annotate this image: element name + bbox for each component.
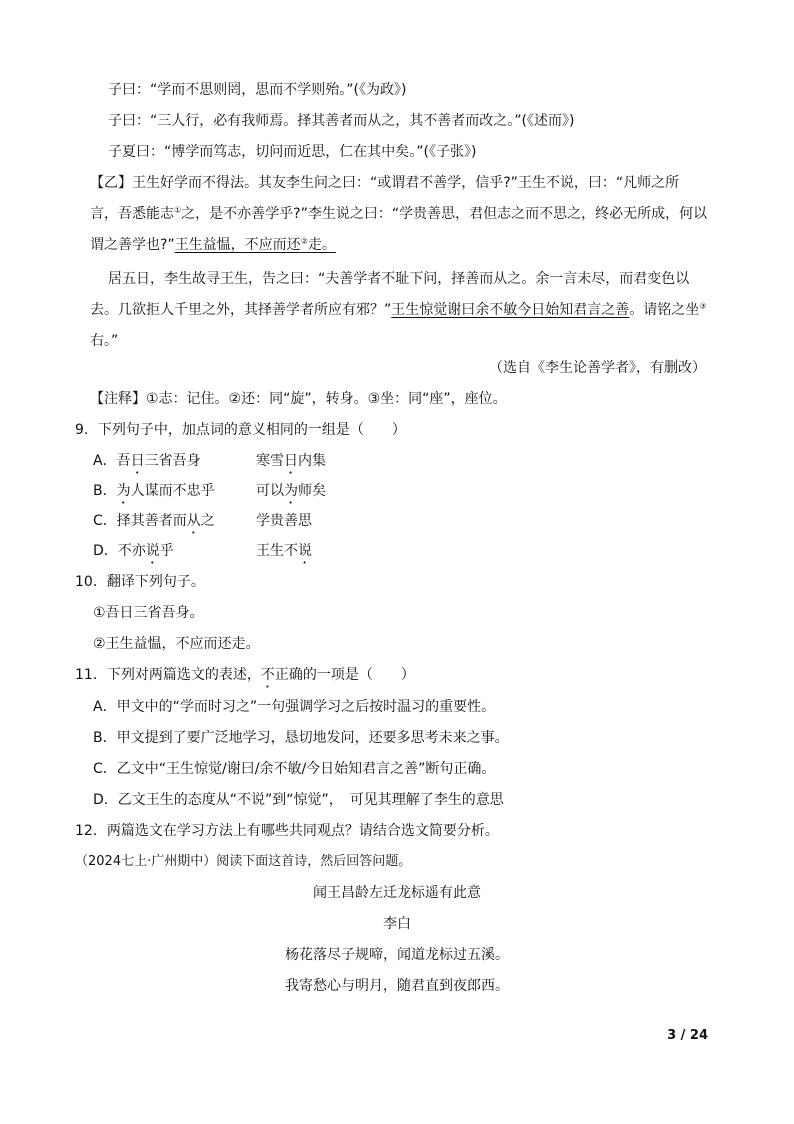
question-9-stem: 9．下列句子中，加点词的意义相同的一组是（ ） bbox=[75, 422, 406, 438]
yi-para2-line3: 右。” bbox=[90, 333, 119, 349]
underlined-sentence-1: 王生益愠，不应而还②走。 bbox=[174, 236, 336, 253]
yi-para1-line2: 言，吾悉能志①之，是不亦善学乎?”李生说之曰：“学贵善思，君但志之而不思之，终必无所成，何以 bbox=[90, 205, 708, 222]
poem-author: 李白 bbox=[383, 916, 411, 932]
jia-line-2: 子曰：“三人行，必有我师焉。择其善者而从之，其不善者而改之。”(《述而》) bbox=[108, 113, 575, 129]
q9-option-d: D．不亦说乎 bbox=[93, 543, 174, 559]
q11-option-a: A．甲文中的“学而时习之”一句强调学习之后按时温习的重要性。 bbox=[93, 699, 496, 715]
q10-item-2: ②王生益愠，不应而还走。 bbox=[93, 636, 260, 652]
q11-option-d: D．乙文王生的态度从“不说”到“惊觉”， 可见其理解了李生的意思 bbox=[93, 792, 504, 808]
annotation-notes: 【注释】①志：记住。②还：同“旋”，转身。③坐：同“座”，座位。 bbox=[90, 391, 507, 407]
jia-line-3: 子夏曰：“博学而笃志，切问而近思，仁在其中矣。”(《子张》) bbox=[108, 144, 477, 160]
yi-para1-line3: 谓之善学也?”王生益愠，不应而还②走。 bbox=[90, 236, 336, 253]
q9-option-a-right: 寒雪日内集 bbox=[256, 453, 326, 469]
source-citation: （选自《李生论善学者》，有删改） bbox=[489, 360, 706, 376]
question-10-stem: 10．翻译下列句子。 bbox=[75, 574, 205, 590]
q9-option-c: C．择其善者而从之 bbox=[93, 513, 215, 529]
jia-line-1: 子曰：“学而不思则罔，思而不学则殆。”(《为政》) bbox=[108, 82, 407, 98]
yi-para2-line2: 去。几欲拒人千里之外，其择善学者所应有邪？”王生惊觉谢曰余不敏今日始知君言之善。请铭之坐③ bbox=[90, 301, 707, 318]
q10-item-1: ①吾日三省吾身。 bbox=[93, 605, 204, 621]
poem-title: 闻王昌龄左迁龙标遥有此意 bbox=[313, 885, 481, 901]
q11-option-b: B．甲文提到了要广泛地学习，恳切地发问，还要多思考未来之事。 bbox=[93, 730, 509, 746]
yi-para2-line1: 居五日，李生故寻王生，告之曰：“夫善学者不耻下问，择善而从之。余一言未尽，而君变色以 bbox=[108, 271, 690, 287]
poem-line-1: 杨花落尽子规啼，闻道龙标过五溪。 bbox=[285, 947, 509, 963]
question-11-stem: 11．下列对两篇选文的表述，不正确的一项是（ ） bbox=[75, 667, 415, 683]
underlined-sentence-2: 王生惊觉谢曰余不敏今日始知君言之善 bbox=[391, 302, 630, 318]
q9-option-a: A．吾日三省吾身 bbox=[93, 453, 201, 469]
q9-option-b-right: 可以为师矣 bbox=[256, 483, 326, 499]
q11-option-c: C．乙文中“王生惊觉/谢曰/余不敏/今日始知君言之善”断句正确。 bbox=[93, 761, 496, 777]
q9-option-c-right: 学贵善思 bbox=[256, 513, 312, 529]
yi-para1-line1: 【乙】王生好学而不得法。其友李生问之曰：“或谓君不善学，信乎?”王生不说，曰：“凡师之所 bbox=[90, 175, 680, 191]
poem-line-2: 我寄愁心与明月，随君直到夜郎西。 bbox=[285, 978, 509, 994]
question-12: 12．两篇选文在学习方法上有哪些共同观点？请结合选文简要分析。 bbox=[75, 823, 499, 839]
q9-option-d-right: 王生不说 bbox=[256, 543, 312, 559]
poem-intro: （2024七上·广州期中）阅读下面这首诗，然后回答问题。 bbox=[75, 854, 412, 869]
q9-option-b: B．为人谋而不忠乎 bbox=[93, 483, 215, 499]
page-number: 3 / 24 bbox=[667, 1028, 708, 1043]
